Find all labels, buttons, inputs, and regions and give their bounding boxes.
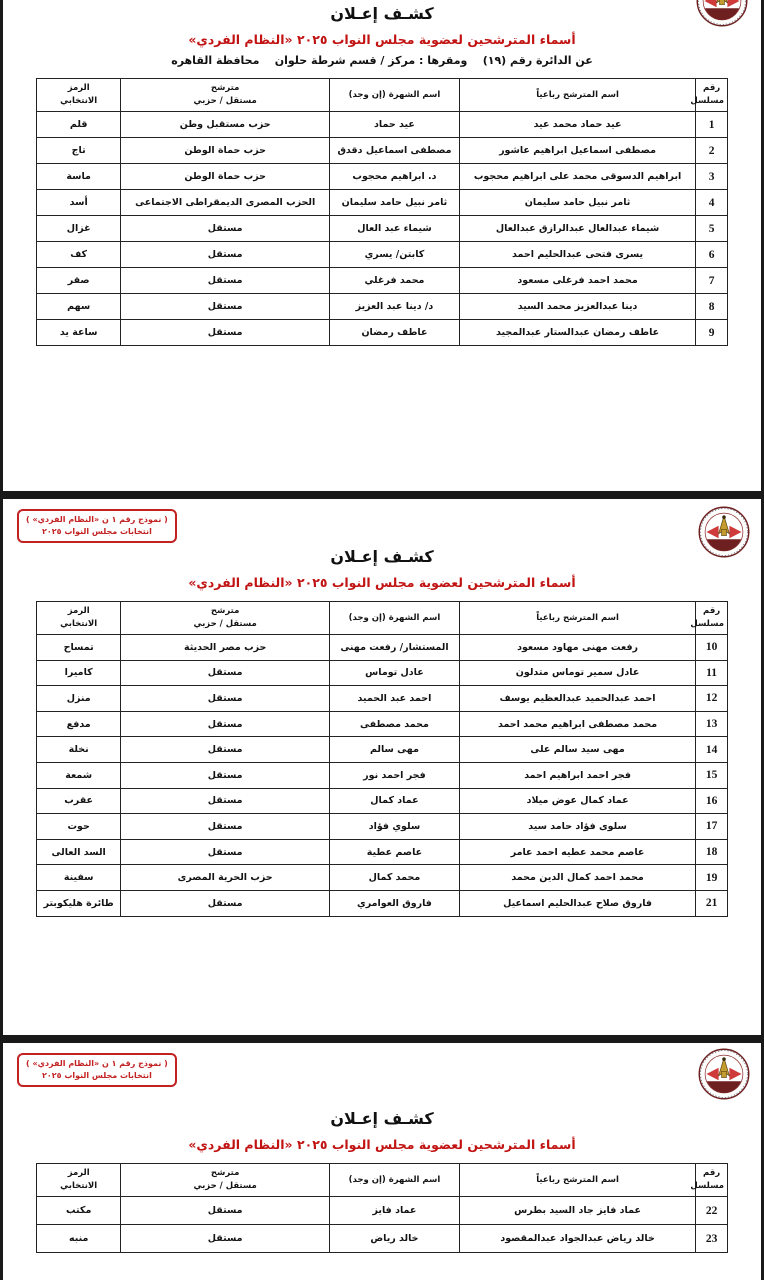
cell-known-name: فجر احمد نور <box>330 762 460 788</box>
cell-candidate-name: مصطفى اسماعيل ابراهيم عاشور <box>459 138 695 164</box>
header-symbol-line1: الرمز <box>67 1168 90 1179</box>
cell-electoral-symbol: منبه <box>37 1225 121 1253</box>
cell-electoral-symbol: قلم <box>37 112 121 138</box>
cell-serial-number: 14 <box>696 737 728 763</box>
cell-serial-number: 12 <box>696 686 728 712</box>
cell-serial-number: 17 <box>696 814 728 840</box>
cell-party-affiliation: مستقل <box>121 711 330 737</box>
cell-serial-number: 1 <box>696 112 728 138</box>
cell-serial-number: 3 <box>696 164 728 190</box>
stamp-line1: ( نموذج رقم ١ ن «النظام الفردي» ) <box>26 1059 168 1068</box>
cell-electoral-symbol: مكتب <box>37 1197 121 1225</box>
form-number-stamp <box>17 509 177 543</box>
cell-party-affiliation: حزب حماة الوطن <box>121 138 330 164</box>
cell-known-name: مهى سالم <box>330 737 460 763</box>
header-known-name: اسم الشهرة (إن وجد) <box>330 602 460 635</box>
cell-electoral-symbol: أسد <box>37 190 121 216</box>
candidate-row <box>37 242 728 268</box>
stamp-line2: انتخابات مجلس النواب ٢٠٢٥ <box>42 526 152 536</box>
cell-party-affiliation: حزب مصر الحديثة <box>121 635 330 661</box>
cell-serial-number: 4 <box>696 190 728 216</box>
cell-serial-number: 8 <box>696 294 728 320</box>
cell-party-affiliation: مستقل <box>121 1225 330 1253</box>
cell-known-name: محمد فرغلي <box>330 268 460 294</box>
candidate-row <box>37 320 728 346</box>
cell-candidate-name: عاصم محمد عطيه احمد عامر <box>459 839 695 865</box>
header-symbol-line1: الرمز <box>67 606 90 617</box>
header-party <box>121 79 330 112</box>
cell-candidate-name: ابراهيم الدسوقى محمد على ابراهيم محجوب <box>459 164 695 190</box>
header-known-name: اسم الشهرة (إن وجد) <box>330 79 460 112</box>
cell-party-affiliation: مستقل <box>121 242 330 268</box>
page-title: كشـف إعـلان <box>330 547 434 566</box>
cell-candidate-name: عماد فايز جاد السيد بطرس <box>459 1197 695 1225</box>
cell-serial-number: 21 <box>696 890 728 916</box>
header-party <box>121 1164 330 1197</box>
cell-party-affiliation: مستقل <box>121 686 330 712</box>
header-candidate-name: اسم المترشح رباعياً <box>459 602 695 635</box>
header-serial-line1: رقم <box>703 606 721 617</box>
candidate-row <box>37 1197 728 1225</box>
candidate-row <box>37 814 728 840</box>
announcement-page-1 <box>3 0 761 491</box>
cell-electoral-symbol: حوت <box>37 814 121 840</box>
cell-serial-number: 2 <box>696 138 728 164</box>
cell-serial-number: 19 <box>696 865 728 891</box>
cell-serial-number: 13 <box>696 711 728 737</box>
cell-party-affiliation: مستقل <box>121 660 330 686</box>
cell-serial-number: 10 <box>696 635 728 661</box>
cell-known-name: خالد رياض <box>330 1225 460 1253</box>
national-elections-authority-emblem-icon <box>697 505 751 559</box>
announcement-page-3 <box>3 1043 761 1280</box>
cell-party-affiliation: مستقل <box>121 839 330 865</box>
cell-candidate-name: محمد مصطفى ابراهيم محمد احمد <box>459 711 695 737</box>
cell-electoral-symbol: مدفع <box>37 711 121 737</box>
candidate-row <box>37 737 728 763</box>
header-serial-line1: رقم <box>703 83 721 94</box>
candidate-row <box>37 268 728 294</box>
cell-electoral-symbol: ماسة <box>37 164 121 190</box>
cell-known-name: عاصم عطية <box>330 839 460 865</box>
cell-electoral-symbol: سهم <box>37 294 121 320</box>
cell-electoral-symbol: السد العالى <box>37 839 121 865</box>
national-elections-authority-emblem-icon <box>697 1047 751 1101</box>
cell-candidate-name: مهى سيد سالم على <box>459 737 695 763</box>
cell-candidate-name: سلوى فؤاد حامد سيد <box>459 814 695 840</box>
cell-known-name: عاطف رمضان <box>330 320 460 346</box>
cell-candidate-name: فجر احمد ابراهيم احمد <box>459 762 695 788</box>
header-symbol-line2: الانتخابي <box>60 619 98 629</box>
cell-electoral-symbol: ساعة يد <box>37 320 121 346</box>
cell-electoral-symbol: شمعة <box>37 762 121 788</box>
cell-serial-number: 11 <box>696 660 728 686</box>
header-symbol <box>37 602 121 635</box>
cell-candidate-name: محمد احمد فرغلى مسعود <box>459 268 695 294</box>
cell-known-name: كابتن/ يسري <box>330 242 460 268</box>
cell-candidate-name: عيد حماد محمد عيد <box>459 112 695 138</box>
header-party-line1: مترشح <box>210 83 240 94</box>
cell-party-affiliation: مستقل <box>121 814 330 840</box>
candidate-row <box>37 138 728 164</box>
cell-electoral-symbol: كاميرا <box>37 660 121 686</box>
candidates-table <box>36 1163 728 1253</box>
cell-serial-number: 9 <box>696 320 728 346</box>
cell-known-name: سلوي فؤاد <box>330 814 460 840</box>
candidate-row <box>37 216 728 242</box>
cell-electoral-symbol: سفينة <box>37 865 121 891</box>
header-party-line1: مترشح <box>210 1168 240 1179</box>
header-serial <box>690 79 728 112</box>
cell-serial-number: 16 <box>696 788 728 814</box>
candidate-row <box>37 112 728 138</box>
district-line: عن الدائرة رقم (١٩) ومقرها : مركز / قسم شرطة حلوان محافظة القاهره <box>171 54 593 67</box>
candidate-row <box>37 839 728 865</box>
cell-party-affiliation: مستقل <box>121 268 330 294</box>
cell-party-affiliation: مستقل <box>121 1197 330 1225</box>
cell-candidate-name: عادل سمير توماس متدلون <box>459 660 695 686</box>
announcement-page-2 <box>3 499 761 1035</box>
cell-serial-number: 7 <box>696 268 728 294</box>
cell-known-name: شيماء عبد العال <box>330 216 460 242</box>
cell-party-affiliation: مستقل <box>121 216 330 242</box>
form-number-stamp <box>17 1053 177 1087</box>
national-elections-authority-emblem-icon <box>695 0 749 28</box>
page-subtitle: أسماء المترشحين لعضوية مجلس النواب ٢٠٢٥ «النظام الفردي» <box>188 32 576 47</box>
header-serial <box>690 1164 728 1197</box>
stamp-line1: ( نموذج رقم ١ ن «النظام الفردي» ) <box>26 515 168 524</box>
page-subtitle: أسماء المترشحين لعضوية مجلس النواب ٢٠٢٥ «النظام الفردي» <box>188 1137 576 1152</box>
cell-known-name: مصطفى اسماعيل دقدق <box>330 138 460 164</box>
header-party <box>121 602 330 635</box>
cell-known-name: المستشار/ رفعت مهنى <box>330 635 460 661</box>
cell-electoral-symbol: تاج <box>37 138 121 164</box>
cell-party-affiliation: مستقل <box>121 320 330 346</box>
candidates-table <box>36 601 728 917</box>
cell-serial-number: 23 <box>696 1225 728 1253</box>
cell-candidate-name: عماد كمال عوض ميلاد <box>459 788 695 814</box>
cell-known-name: د. ابراهيم محجوب <box>330 164 460 190</box>
candidate-row <box>37 788 728 814</box>
cell-known-name: عادل توماس <box>330 660 460 686</box>
cell-candidate-name: رفعت مهنى مهاود مسعود <box>459 635 695 661</box>
cell-known-name: ثامر نبيل حامد سليمان <box>330 190 460 216</box>
header-serial-line1: رقم <box>703 1168 721 1179</box>
cell-party-affiliation: مستقل <box>121 737 330 763</box>
candidate-row <box>37 865 728 891</box>
candidate-row <box>37 686 728 712</box>
cell-serial-number: 22 <box>696 1197 728 1225</box>
cell-candidate-name: يسرى فتحى عبدالحليم احمد <box>459 242 695 268</box>
candidate-row <box>37 635 728 661</box>
candidates-table <box>36 78 728 346</box>
header-party-line1: مترشح <box>210 606 240 617</box>
header-symbol <box>37 79 121 112</box>
cell-candidate-name: شيماء عبدالعال عبدالرازق عبدالعال <box>459 216 695 242</box>
cell-known-name: محمد مصطفى <box>330 711 460 737</box>
cell-electoral-symbol: نخلة <box>37 737 121 763</box>
header-candidate-name: اسم المترشح رباعياً <box>459 1164 695 1197</box>
cell-electoral-symbol: منزل <box>37 686 121 712</box>
header-symbol <box>37 1164 121 1197</box>
cell-party-affiliation: مستقل <box>121 890 330 916</box>
stamp-line2: انتخابات مجلس النواب ٢٠٢٥ <box>42 1070 152 1080</box>
header-party-line2: مستقل / حزبي <box>193 1181 257 1191</box>
cell-party-affiliation: مستقل <box>121 294 330 320</box>
candidate-row <box>37 294 728 320</box>
table-header-row <box>37 1164 728 1197</box>
cell-candidate-name: فاروق صلاح عبدالحليم اسماعيل <box>459 890 695 916</box>
cell-known-name: احمد عبد الحميد <box>330 686 460 712</box>
cell-electoral-symbol: غزال <box>37 216 121 242</box>
candidate-row <box>37 762 728 788</box>
cell-electoral-symbol: صقر <box>37 268 121 294</box>
header-party-line2: مستقل / حزبي <box>193 96 257 106</box>
cell-candidate-name: ثامر نبيل حامد سليمان <box>459 190 695 216</box>
cell-candidate-name: عاطف رمضان عبدالستار عبدالمجيد <box>459 320 695 346</box>
candidate-row <box>37 190 728 216</box>
header-symbol-line1: الرمز <box>67 83 90 94</box>
candidate-row <box>37 660 728 686</box>
header-candidate-name: اسم المترشح رباعياً <box>459 79 695 112</box>
header-symbol-line2: الانتخابي <box>60 1181 98 1191</box>
cell-known-name: عماد فايز <box>330 1197 460 1225</box>
cell-electoral-symbol: كف <box>37 242 121 268</box>
candidate-row <box>37 1225 728 1253</box>
cell-party-affiliation: حزب حماة الوطن <box>121 164 330 190</box>
cell-candidate-name: خالد رياض عبدالجواد عبدالمقصود <box>459 1225 695 1253</box>
cell-party-affiliation: حزب الحرية المصرى <box>121 865 330 891</box>
cell-electoral-symbol: طائرة هليكوبتر <box>37 890 121 916</box>
header-serial-line2: مسلسل <box>690 1181 724 1191</box>
cell-serial-number: 15 <box>696 762 728 788</box>
candidate-row <box>37 164 728 190</box>
cell-electoral-symbol: تمساح <box>37 635 121 661</box>
page-title: كشـف إعـلان <box>330 4 434 23</box>
candidate-row <box>37 711 728 737</box>
cell-known-name: عماد كمال <box>330 788 460 814</box>
page-subtitle: أسماء المترشحين لعضوية مجلس النواب ٢٠٢٥ «النظام الفردي» <box>188 575 576 590</box>
header-symbol-line2: الانتخابي <box>60 96 98 106</box>
cell-candidate-name: احمد عبدالحميد عبدالعظيم يوسف <box>459 686 695 712</box>
table-header-row <box>37 602 728 635</box>
cell-known-name: محمد كمال <box>330 865 460 891</box>
header-serial <box>690 602 728 635</box>
cell-serial-number: 6 <box>696 242 728 268</box>
cell-serial-number: 5 <box>696 216 728 242</box>
cell-candidate-name: محمد احمد كمال الدين محمد <box>459 865 695 891</box>
header-known-name: اسم الشهرة (إن وجد) <box>330 1164 460 1197</box>
cell-electoral-symbol: عقرب <box>37 788 121 814</box>
candidate-row <box>37 890 728 916</box>
header-serial-line2: مسلسل <box>690 96 724 106</box>
cell-party-affiliation: حزب مستقبل وطن <box>121 112 330 138</box>
cell-known-name: عيد حماد <box>330 112 460 138</box>
cell-party-affiliation: مستقل <box>121 788 330 814</box>
cell-party-affiliation: الحزب المصرى الديمقراطى الاجتماعى <box>121 190 330 216</box>
header-serial-line2: مسلسل <box>690 619 724 629</box>
cell-party-affiliation: مستقل <box>121 762 330 788</box>
cell-candidate-name: دينا عبدالعزيز محمد السيد <box>459 294 695 320</box>
cell-known-name: فاروق العوامري <box>330 890 460 916</box>
page-title: كشـف إعـلان <box>330 1109 434 1128</box>
cell-known-name: د/ دينا عبد العزيز <box>330 294 460 320</box>
table-header-row <box>37 79 728 112</box>
header-party-line2: مستقل / حزبي <box>193 619 257 629</box>
cell-serial-number: 18 <box>696 839 728 865</box>
